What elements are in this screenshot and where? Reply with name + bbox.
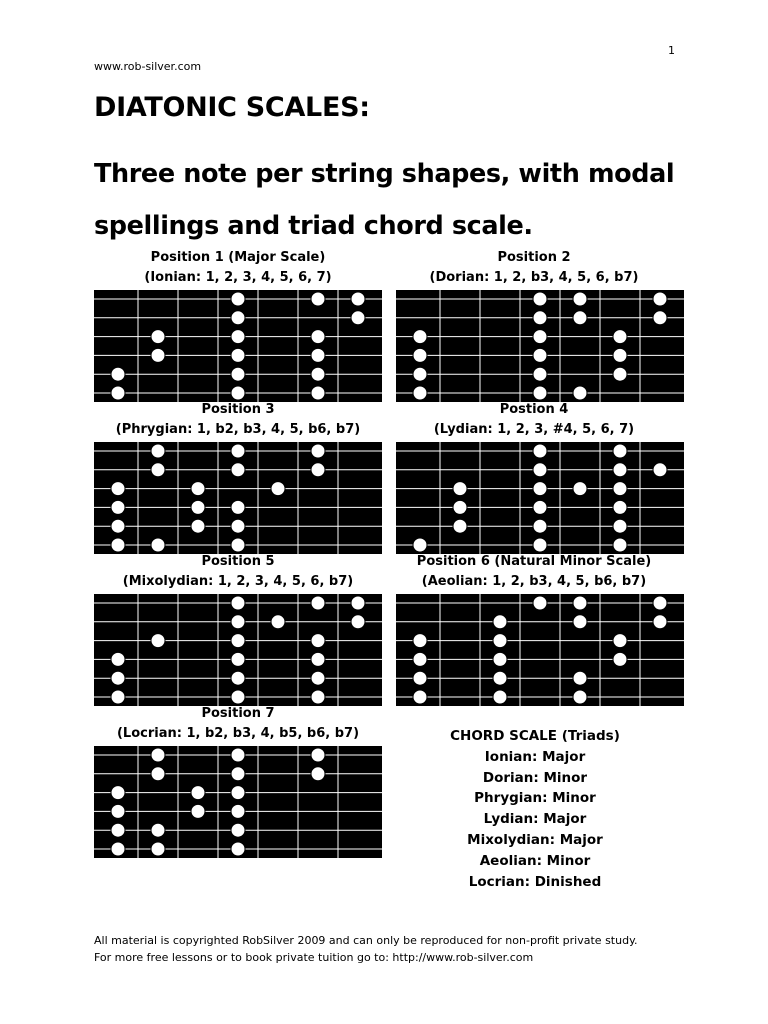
note-dot <box>453 500 467 514</box>
note-dot <box>493 615 507 629</box>
note-dot <box>573 690 587 704</box>
note-dot <box>151 767 165 781</box>
note-dot <box>151 634 165 648</box>
note-dot <box>413 348 427 362</box>
note-dot <box>533 386 547 400</box>
fretboard-background <box>396 594 684 706</box>
note-dot <box>111 671 125 685</box>
note-dot <box>231 330 245 344</box>
note-dot <box>111 538 125 552</box>
note-dot <box>613 538 627 552</box>
note-dot <box>453 519 467 533</box>
note-dot <box>573 311 587 325</box>
note-dot <box>533 500 547 514</box>
position-spelling: (Phrygian: 1, b2, b3, 4, 5, b6, b7) <box>115 422 361 437</box>
note-dot <box>311 330 325 344</box>
fretboard-background <box>94 746 382 858</box>
diagram-title-position-2 <box>374 248 694 288</box>
note-dot <box>613 330 627 344</box>
note-dot <box>231 786 245 800</box>
note-dot <box>613 348 627 362</box>
note-dot <box>231 519 245 533</box>
note-dot <box>311 444 325 458</box>
note-dot <box>311 463 325 477</box>
note-dot <box>231 671 245 685</box>
note-dot <box>151 538 165 552</box>
note-dot <box>613 519 627 533</box>
note-dot <box>613 482 627 496</box>
note-dot <box>351 615 365 629</box>
note-dot <box>533 519 547 533</box>
note-dot <box>493 671 507 685</box>
note-dot <box>413 690 427 704</box>
page-subtitle: Three note per string shapes, with modal spellings and triad chord scale. <box>94 159 675 241</box>
note-dot <box>151 842 165 856</box>
chord-scale-item: Locrian: Dinished <box>468 873 602 890</box>
fretboard-position-2 <box>396 290 684 402</box>
diagram-title-position-6 <box>374 552 694 592</box>
diagram-title-position-3 <box>78 400 398 440</box>
copyright-notice: All material is copyrighted RobSilver 2009 and can only be reproduced for non-profit private study. <box>94 934 638 947</box>
diagram-title-position-7 <box>78 704 398 744</box>
note-dot <box>311 386 325 400</box>
diagram-title-position-5 <box>78 552 398 592</box>
fretboard-position-4 <box>396 442 684 554</box>
chord-scale-item: Ionian: Major <box>484 748 586 765</box>
position-label: Position 5 <box>201 554 275 569</box>
note-dot <box>533 463 547 477</box>
note-dot <box>231 292 245 306</box>
note-dot <box>231 596 245 610</box>
note-dot <box>493 690 507 704</box>
chord-scale-item: Dorian: Minor <box>482 769 588 786</box>
note-dot <box>653 615 667 629</box>
note-dot <box>493 652 507 666</box>
lessons-notice: For more free lessons or to book private tuition go to: http://www.rob-silver.com <box>94 951 534 964</box>
note-dot <box>613 500 627 514</box>
position-label: Position 7 <box>201 706 275 721</box>
position-spelling: (Mixolydian: 1, 2, 3, 4, 5, 6, b7) <box>122 574 354 589</box>
note-dot <box>573 482 587 496</box>
note-dot <box>613 652 627 666</box>
note-dot <box>111 690 125 704</box>
chord-scale-item: Aeolian: Minor <box>479 852 591 869</box>
note-dot <box>231 804 245 818</box>
site-url: www.rob-silver.com <box>94 60 202 73</box>
position-spelling: (Dorian: 1, 2, b3, 4, 5, 6, b7) <box>429 270 639 285</box>
position-label: Position 6 (Natural Minor Scale) <box>416 554 652 569</box>
note-dot <box>573 292 587 306</box>
note-dot <box>653 311 667 325</box>
position-label: Position 3 <box>201 402 275 417</box>
note-dot <box>311 634 325 648</box>
note-dot <box>413 330 427 344</box>
position-label: Position 1 (Major Scale) <box>150 250 326 265</box>
note-dot <box>573 386 587 400</box>
fretboard-position-7 <box>94 746 382 858</box>
note-dot <box>111 842 125 856</box>
note-dot <box>111 482 125 496</box>
note-dot <box>231 463 245 477</box>
page-title: DIATONIC SCALES: <box>94 92 370 123</box>
chord-scale-list <box>400 726 670 892</box>
note-dot <box>311 367 325 381</box>
diagram-title-position-1 <box>78 248 398 288</box>
note-dot <box>111 652 125 666</box>
note-dot <box>533 482 547 496</box>
note-dot <box>493 634 507 648</box>
note-dot <box>111 386 125 400</box>
note-dot <box>413 652 427 666</box>
note-dot <box>231 690 245 704</box>
note-dot <box>351 596 365 610</box>
note-dot <box>231 823 245 837</box>
note-dot <box>111 804 125 818</box>
fretboard-background <box>94 442 382 554</box>
footer <box>94 932 638 966</box>
note-dot <box>111 519 125 533</box>
note-dot <box>311 596 325 610</box>
note-dot <box>191 482 205 496</box>
note-dot <box>533 292 547 306</box>
note-dot <box>613 444 627 458</box>
fretboard-position-6 <box>396 594 684 706</box>
note-dot <box>231 748 245 762</box>
note-dot <box>613 634 627 648</box>
note-dot <box>311 690 325 704</box>
note-dot <box>151 444 165 458</box>
note-dot <box>413 386 427 400</box>
note-dot <box>111 786 125 800</box>
position-label: Postion 4 <box>499 402 569 417</box>
fretboard-background <box>396 442 684 554</box>
note-dot <box>231 311 245 325</box>
note-dot <box>311 671 325 685</box>
note-dot <box>533 330 547 344</box>
page-number: 1 <box>668 44 675 57</box>
note-dot <box>573 615 587 629</box>
note-dot <box>311 748 325 762</box>
note-dot <box>533 348 547 362</box>
fretboard-background <box>396 290 684 402</box>
note-dot <box>231 500 245 514</box>
note-dot <box>191 519 205 533</box>
note-dot <box>231 444 245 458</box>
chord-scale-item: Lydian: Major <box>483 811 587 828</box>
fretboard-background <box>94 290 382 402</box>
note-dot <box>271 482 285 496</box>
note-dot <box>111 823 125 837</box>
note-dot <box>231 538 245 552</box>
note-dot <box>533 367 547 381</box>
fretboard-position-1 <box>94 290 382 402</box>
note-dot <box>653 596 667 610</box>
note-dot <box>231 615 245 629</box>
note-dot <box>231 767 245 781</box>
note-dot <box>311 348 325 362</box>
note-dot <box>111 500 125 514</box>
note-dot <box>573 671 587 685</box>
note-dot <box>151 823 165 837</box>
note-dot <box>231 652 245 666</box>
note-dot <box>311 292 325 306</box>
note-dot <box>413 538 427 552</box>
note-dot <box>533 538 547 552</box>
note-dot <box>573 596 587 610</box>
fretboard-position-3 <box>94 442 382 554</box>
note-dot <box>191 786 205 800</box>
note-dot <box>111 367 125 381</box>
note-dot <box>151 748 165 762</box>
note-dot <box>613 463 627 477</box>
fretboard-background <box>94 594 382 706</box>
chord-scale-item: Phrygian: Minor <box>474 790 596 807</box>
position-spelling: (Locrian: 1, b2, b3, 4, b5, b6, b7) <box>116 726 360 741</box>
note-dot <box>533 444 547 458</box>
note-dot <box>191 804 205 818</box>
note-dot <box>413 671 427 685</box>
note-dot <box>653 292 667 306</box>
note-dot <box>533 311 547 325</box>
note-dot <box>231 634 245 648</box>
position-spelling: (Ionian: 1, 2, 3, 4, 5, 6, 7) <box>144 270 332 285</box>
note-dot <box>311 767 325 781</box>
note-dot <box>231 386 245 400</box>
note-dot <box>191 500 205 514</box>
note-dot <box>413 367 427 381</box>
note-dot <box>151 330 165 344</box>
chord-scale-item: Mixolydian: Major <box>467 831 603 848</box>
note-dot <box>231 367 245 381</box>
note-dot <box>151 348 165 362</box>
note-dot <box>311 652 325 666</box>
note-dot <box>231 348 245 362</box>
fretboard-position-5 <box>94 594 382 706</box>
position-spelling: (Aeolian: 1, 2, b3, 4, 5, b6, b7) <box>421 574 647 589</box>
note-dot <box>151 463 165 477</box>
note-dot <box>453 482 467 496</box>
position-label: Position 2 <box>497 250 571 265</box>
note-dot <box>351 311 365 325</box>
chord-scale-title: CHORD SCALE (Triads) <box>450 728 620 744</box>
note-dot <box>653 463 667 477</box>
note-dot <box>231 842 245 856</box>
note-dot <box>271 615 285 629</box>
position-spelling: (Lydian: 1, 2, 3, #4, 5, 6, 7) <box>433 422 635 437</box>
note-dot <box>613 367 627 381</box>
diagram-title-position-4 <box>374 400 694 440</box>
note-dot <box>413 634 427 648</box>
note-dot <box>351 292 365 306</box>
note-dot <box>533 596 547 610</box>
